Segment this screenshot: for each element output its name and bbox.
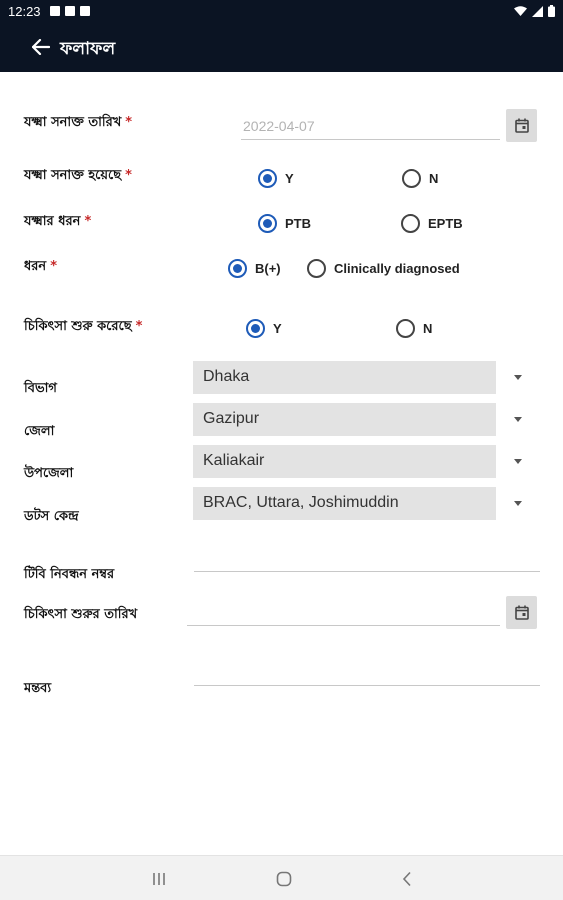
tb-detected-yes-radio[interactable] [258,169,294,188]
treatment-started-no-radio[interactable] [396,319,432,338]
tb-detect-date-label [24,113,132,134]
back-button[interactable] [26,32,56,62]
radio-label: N [423,321,433,336]
dots-center-label: ডটস কেন্দ্র [24,509,79,524]
treatment-started-yes-radio[interactable] [246,319,282,338]
chevron-left-icon [402,871,412,887]
radio-label: Clinically diagnosed [334,261,460,276]
radio-unselected-icon [396,319,415,338]
signal-icon [532,6,543,17]
required-marker: * [125,115,133,130]
notification-icon [80,6,90,16]
comment-input[interactable] [194,658,540,686]
status-time: 12:23 [8,4,41,19]
radio-label: B(+) [255,261,281,276]
radio-selected-icon [228,259,247,278]
status-bar [0,0,563,24]
recents-button[interactable] [147,868,171,890]
dropdown-arrow-icon[interactable] [513,372,525,384]
notification-icon [50,6,60,16]
battery-icon [548,5,555,17]
radio-unselected-icon [401,214,420,233]
tb-reg-no-label: টিবি নিবন্ধন নম্বর [24,567,115,582]
radio-selected-icon [246,319,265,338]
treatment-date-label: চিকিৎসা শুরুর তারিখ [24,607,138,622]
required-marker: * [125,168,132,183]
radio-label: N [429,171,439,186]
app-bar [0,24,563,72]
dropdown-arrow-icon[interactable] [513,414,525,426]
wifi-icon [514,6,527,17]
comment-label: মন্তব্য [24,681,52,696]
dropdown-arrow-icon[interactable] [513,498,525,510]
radio-label: EPTB [428,216,463,231]
treatment-date-calendar-button[interactable] [506,596,537,629]
tb-type-label [24,212,91,233]
tb-detect-date-input[interactable]: 2022-04-07 [241,112,500,140]
required-marker: * [135,319,143,334]
type-bplus-radio[interactable] [228,259,281,278]
division-label: বিভাগ [24,381,57,396]
radio-label: Y [285,171,294,186]
tb-type-eptb-radio[interactable] [401,214,463,233]
system-icons [514,5,555,17]
upazila-label: উপজেলা [24,466,74,481]
tb-detect-date-calendar-button[interactable] [506,109,537,142]
label-text: ধরন [24,259,47,274]
label-text: যক্ষ্মা সনাক্ত হয়েছে [24,168,122,183]
label-text: চিকিৎসা শুরু করেছে [24,319,132,334]
back-arrow-icon [32,39,50,55]
radio-selected-icon [258,214,277,233]
system-nav-bar [0,855,563,900]
notification-icon [65,6,75,16]
radio-unselected-icon [307,259,326,278]
division-select[interactable]: Dhaka [193,361,496,394]
page-title: ফলাফল [60,39,116,59]
type-label [24,257,57,278]
radio-label: Y [273,321,282,336]
nav-back-button[interactable] [395,868,419,890]
label-text: যক্ষ্মা সনাক্ত তারিখ [24,115,122,130]
calendar-icon [515,605,529,620]
home-icon [276,871,292,887]
radio-selected-icon [258,169,277,188]
treatment-date-input[interactable] [187,598,500,626]
tb-type-ptb-radio[interactable] [258,214,311,233]
notification-icons [50,6,90,16]
tb-reg-no-input[interactable] [194,544,540,572]
treatment-started-label [24,317,142,338]
radio-unselected-icon [402,169,421,188]
district-select[interactable]: Gazipur [193,403,496,436]
type-clinically-diagnosed-radio[interactable] [307,259,460,278]
calendar-icon [515,118,529,133]
dots-center-select[interactable]: BRAC, Uttara, Joshimuddin [193,487,496,520]
required-marker: * [84,214,92,229]
required-marker: * [50,259,58,274]
upazila-select[interactable]: Kaliakair [193,445,496,478]
home-button[interactable] [272,868,296,890]
radio-label: PTB [285,216,311,231]
tb-detected-label [24,166,132,187]
tb-detected-no-radio[interactable] [402,169,438,188]
dropdown-arrow-icon[interactable] [513,456,525,468]
label-text: যক্ষ্মার ধরন [24,214,81,229]
recents-icon [151,872,167,886]
district-label: জেলা [24,424,55,439]
